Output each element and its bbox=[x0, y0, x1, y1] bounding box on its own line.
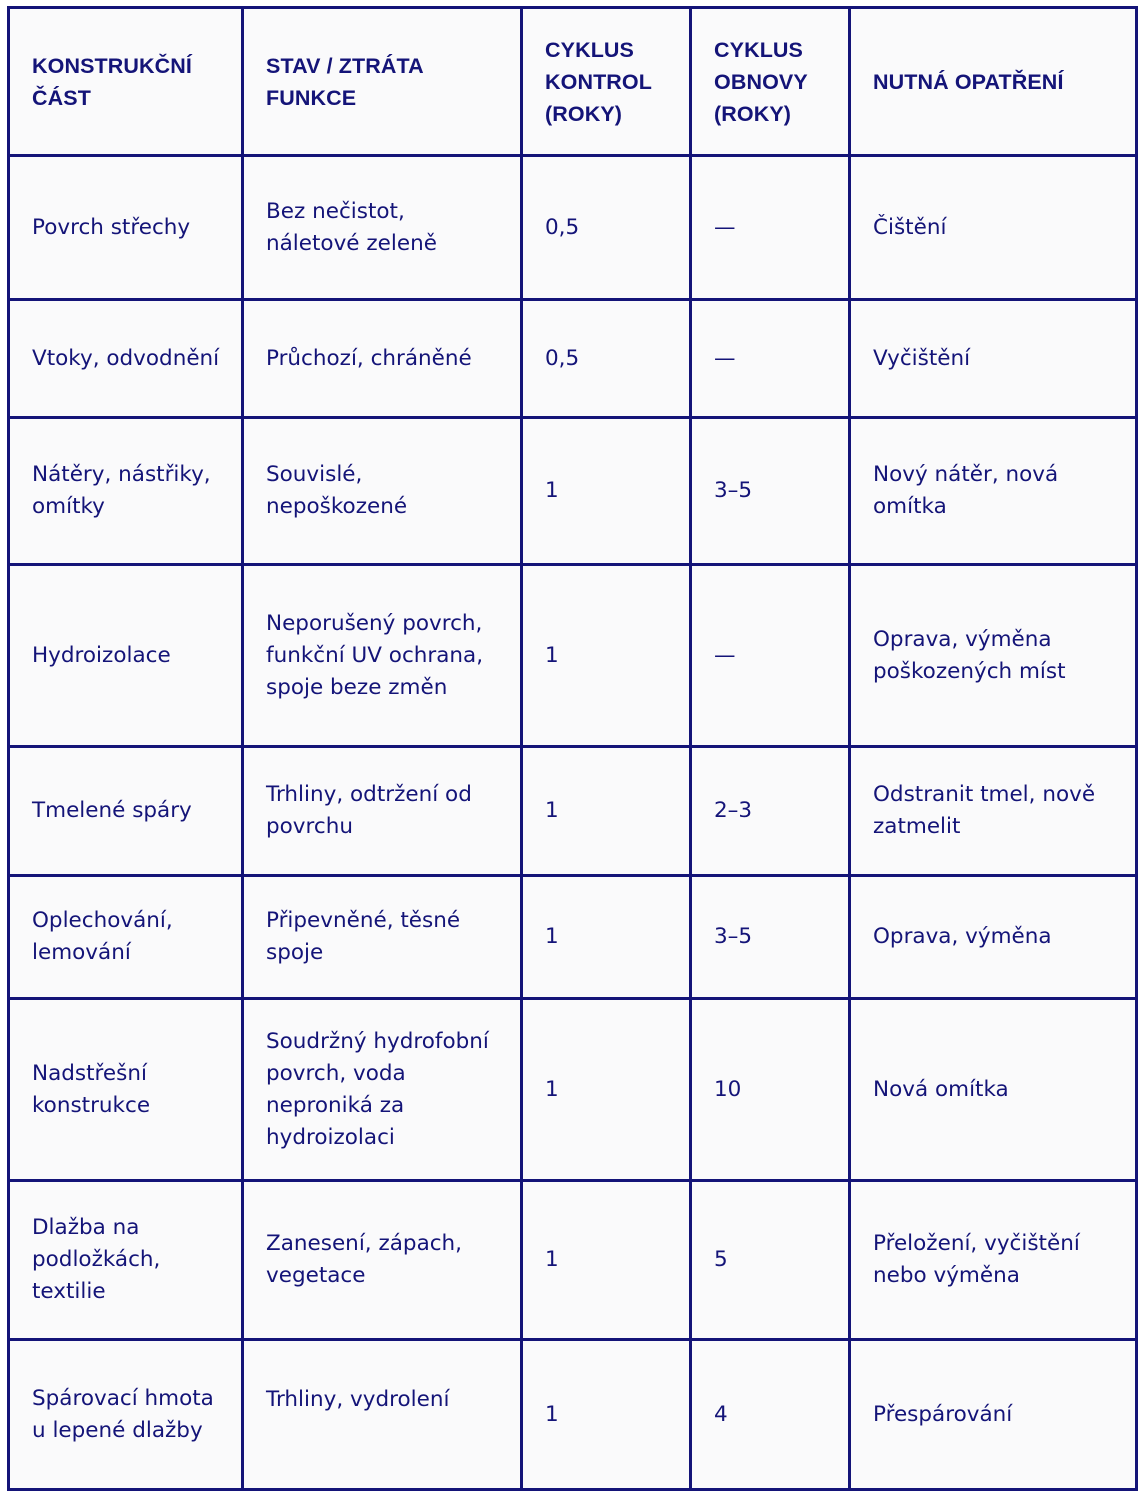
header-label: CYKLUS OBNOVY (ROKY) bbox=[714, 37, 808, 126]
cell-text: 1 bbox=[545, 1401, 559, 1427]
table-cell bbox=[243, 747, 522, 876]
table-cell bbox=[9, 418, 243, 565]
table-cell bbox=[522, 876, 691, 999]
cell-text: Neporušený povrch, funkční UV ochrana, spoje beze změn bbox=[266, 610, 484, 700]
cell-text: 0,5 bbox=[545, 214, 580, 240]
maintenance-table-container bbox=[7, 6, 1138, 1491]
cell-text: Čištění bbox=[873, 214, 947, 240]
cell-text: 1 bbox=[545, 1247, 559, 1272]
table-cell bbox=[9, 876, 243, 999]
table-cell bbox=[522, 999, 691, 1181]
cell-text: Trhliny, odtržení od povrchu bbox=[266, 782, 472, 839]
header-cell-inspection-cycle bbox=[522, 8, 691, 156]
table-cell bbox=[691, 999, 850, 1181]
table-cell bbox=[522, 418, 691, 565]
header-cell-part bbox=[9, 8, 243, 156]
table-cell bbox=[522, 156, 691, 300]
header-label: KONSTRUKČNÍ ČÁST bbox=[32, 53, 192, 110]
table-cell bbox=[850, 418, 1137, 565]
table-cell bbox=[850, 1340, 1137, 1490]
cell-text: 3–5 bbox=[714, 924, 753, 949]
table-row bbox=[9, 300, 1137, 418]
cell-text: Bez nečistot, náletové zeleně bbox=[266, 198, 437, 256]
table-row bbox=[9, 999, 1137, 1181]
table-cell bbox=[243, 418, 522, 565]
cell-text: 0,5 bbox=[545, 345, 580, 371]
cell-text: Nátěry, nástřiky, omítky bbox=[32, 462, 211, 519]
cell-text: 1 bbox=[545, 642, 559, 668]
table-row bbox=[9, 747, 1137, 876]
table-row bbox=[9, 418, 1137, 565]
table-cell bbox=[691, 300, 850, 418]
table-cell bbox=[9, 1340, 243, 1490]
header-cell-measures bbox=[850, 8, 1137, 156]
table-cell bbox=[9, 747, 243, 876]
cell-text: 1 bbox=[545, 924, 559, 949]
table-row bbox=[9, 876, 1137, 999]
table-cell bbox=[243, 156, 522, 300]
table-cell bbox=[522, 1340, 691, 1490]
cell-text: 1 bbox=[545, 1076, 559, 1102]
cell-text: 1 bbox=[545, 478, 559, 503]
table-cell bbox=[9, 300, 243, 418]
header-label: CYKLUS KONTROL (ROKY) bbox=[545, 37, 652, 126]
maintenance-table bbox=[7, 6, 1138, 1491]
table-cell bbox=[243, 876, 522, 999]
cell-text: Přeložení, vyčištění nebo výměna bbox=[873, 1231, 1080, 1288]
table-cell bbox=[850, 156, 1137, 300]
cell-text: Přespárování bbox=[873, 1401, 1013, 1427]
cell-text: — bbox=[714, 345, 736, 371]
table-cell bbox=[9, 999, 243, 1181]
cell-text: Průchozí, chráněné bbox=[266, 345, 472, 371]
cell-text: — bbox=[714, 214, 736, 240]
cell-text: Oprava, výměna poškozených míst bbox=[873, 626, 1066, 684]
table-cell bbox=[691, 747, 850, 876]
table-row bbox=[9, 565, 1137, 747]
cell-text: 5 bbox=[714, 1247, 728, 1272]
cell-text: Vtoky, odvodnění bbox=[32, 345, 220, 371]
table-cell bbox=[691, 156, 850, 300]
table-cell bbox=[850, 1181, 1137, 1340]
header-row bbox=[9, 8, 1137, 156]
table-cell bbox=[243, 300, 522, 418]
table-cell bbox=[522, 747, 691, 876]
cell-text: Tmelené spáry bbox=[32, 798, 192, 823]
cell-text: — bbox=[714, 642, 736, 668]
table-cell bbox=[9, 1181, 243, 1340]
cell-text: Připevněné, těsné spoje bbox=[266, 908, 461, 965]
cell-text: Oplechování, lemování bbox=[32, 908, 173, 965]
cell-text: Povrch střechy bbox=[32, 214, 191, 240]
table-cell bbox=[850, 300, 1137, 418]
table-cell bbox=[243, 999, 522, 1181]
table-row bbox=[9, 1340, 1137, 1490]
table-cell bbox=[243, 565, 522, 747]
table-cell bbox=[522, 300, 691, 418]
cell-text: Spárovací hmota u lepené dlažby bbox=[32, 1385, 214, 1443]
table-cell bbox=[691, 565, 850, 747]
header-cell-renewal-cycle bbox=[691, 8, 850, 156]
cell-text: Hydroizolace bbox=[32, 642, 171, 668]
cell-text: 3–5 bbox=[714, 478, 753, 503]
table-cell bbox=[691, 1340, 850, 1490]
table-row bbox=[9, 156, 1137, 300]
table-cell bbox=[850, 565, 1137, 747]
table-cell bbox=[691, 1181, 850, 1340]
cell-text: Souvislé, nepoškozené bbox=[266, 462, 408, 519]
table-cell bbox=[691, 876, 850, 999]
header-cell-state bbox=[243, 8, 522, 156]
table-cell bbox=[243, 1340, 522, 1490]
table-cell bbox=[9, 565, 243, 747]
cell-text: Soudržný hydrofobní povrch, voda neproniká za hydroizolaci bbox=[266, 1028, 489, 1150]
header-label: NUTNÁ OPATŘENÍ bbox=[873, 69, 1064, 94]
cell-text: Odstranit tmel, nově zatmelit bbox=[873, 782, 1096, 839]
cell-text: 4 bbox=[714, 1401, 728, 1427]
table-cell bbox=[691, 418, 850, 565]
cell-text: Vyčištění bbox=[873, 345, 971, 371]
table-cell bbox=[522, 1181, 691, 1340]
cell-text: 1 bbox=[545, 798, 559, 823]
cell-text: 10 bbox=[714, 1076, 742, 1102]
table-cell bbox=[522, 565, 691, 747]
cell-text: Trhliny, vydrolení bbox=[266, 1387, 450, 1412]
table-cell bbox=[850, 999, 1137, 1181]
table-cell bbox=[850, 747, 1137, 876]
cell-text: Dlažba na podložkách, textilie bbox=[32, 1215, 161, 1304]
cell-text: Zanesení, zápach, vegetace bbox=[266, 1231, 463, 1288]
table-row bbox=[9, 1181, 1137, 1340]
header-label: STAV / ZTRÁTA FUNKCE bbox=[266, 53, 423, 110]
cell-text: Nový nátěr, nová omítka bbox=[873, 462, 1059, 519]
cell-text: Oprava, výměna bbox=[873, 924, 1052, 949]
cell-text: Nadstřešní konstrukce bbox=[32, 1060, 151, 1118]
cell-text: 2–3 bbox=[714, 798, 753, 823]
table-cell bbox=[243, 1181, 522, 1340]
cell-text: Nová omítka bbox=[873, 1076, 1009, 1102]
table-cell bbox=[850, 876, 1137, 999]
table-cell bbox=[9, 156, 243, 300]
